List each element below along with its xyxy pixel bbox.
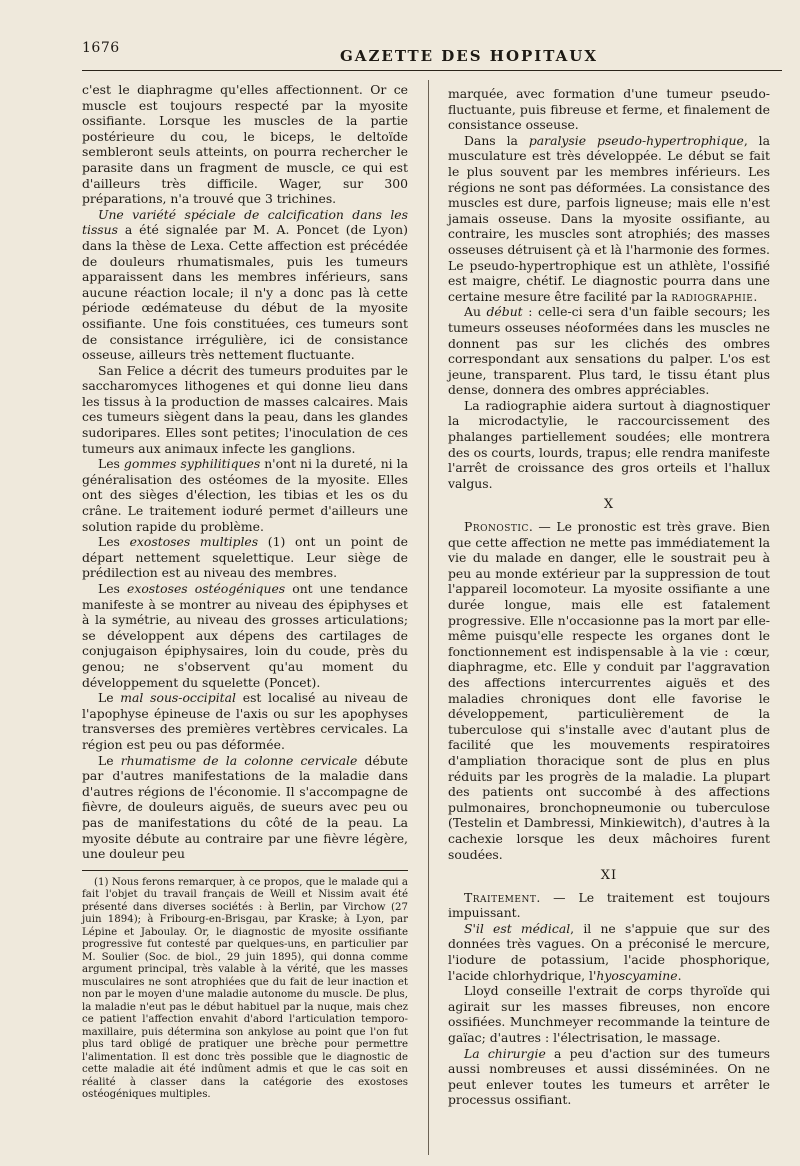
footnote-rule bbox=[82, 870, 408, 871]
paragraph bbox=[448, 890, 770, 921]
text: Dans la bbox=[464, 132, 529, 148]
text: , il ne s'appuie que sur des données très vagues. On a préconisé le mercure, l'iodure de potassium, l'acide phosphorique, l'acide chlorhydrique, l' bbox=[448, 920, 770, 983]
journal-title: GAZETTE DES HOPITAUX bbox=[340, 47, 599, 65]
page-number: 1676 bbox=[82, 40, 120, 56]
emphasis: Une variété spéciale de calcification dans les tissus bbox=[82, 206, 408, 238]
paragraph bbox=[448, 519, 770, 862]
text: débute par d'autres manifestations de la maladie dans d'autres régions de l'économie. Il s'accompagne de fièvre, de douleurs aiguës, de sueurs avec peu ou pas de manifestations du côté de la peau. La myosite débute au contraire par une fièvre légère, une douleur peu bbox=[82, 752, 409, 862]
section-number: XI bbox=[600, 868, 618, 884]
emphasis: début bbox=[486, 304, 523, 320]
paragraph bbox=[82, 456, 408, 534]
paragraph bbox=[82, 207, 408, 363]
paragraph bbox=[448, 921, 770, 983]
footnote: (1) Nous ferons remarquer, à ce propos, que le malade qui a fait l'objet du travail français de Weill et Nissim avait été présenté dans diverses sociétés : à Berlin, par Virchow (27 juin 1894); à Fribourg-en-Brisgau, par Kraske; à Lyon, par Lépine et Jaboulay. Or, le diagnostic de myosite ossifiante progressive fut contesté par quelques-uns, en particulier par M. Soulier (Soc. de biol., 29 juin 1895), qui donna comme argument principal, très valable à la vérité, que les masses musculaires ne sont atrophiées que du fait de leur inaction et non par le moyen d'une maladie autonome du muscle. De plus, la maladie n'eut pas le début habituel par la nuque, mais chez ce patient l'affection envahit d'abord l'articulation temporo-maxillaire, puis détermina son ankylose au point que l'on fut plus tard obligé de pratiquer une brèche pour permettre l'alimentation. Il est donc très possible que le diagnostic de cette maladie ait été indûment admis et que le cas soit en réalité à classer dans la catégorie des exostoses ostéogéniques multiples. bbox=[82, 876, 408, 1101]
paragraph: c'est le diaphragme qu'elles affectionnent. Or ce muscle est toujours respecté par la myosite ossifiante. Lorsque les muscles de la partie postérieure du cou, le biceps, le deltoïde sembleront seuls atteints, on pourra rechercher le parasite dans un fragment de muscle, ce qui est d'ailleurs très difficile. Wager, sur 300 préparations, n'a trouvé que 3 trichines. bbox=[82, 82, 408, 207]
paragraph bbox=[82, 581, 408, 690]
text: : celle-ci sera d'un faible secours; les tumeurs osseuses néoformées dans les muscles ne donnent pas sur les clichés des ombres correspondant aux sensations du palper. L'os est jeune, transparent. Plus tard, le tissu étant plus dense, donnera des ombres appréciables. bbox=[448, 304, 770, 398]
text: . bbox=[753, 288, 758, 304]
text: a été signalée par M. A. Poncet (de Lyon) dans la thèse de Lexa. Cette affection est précédée de douleurs rhumatismales, puis les tumeurs apparaissent dans les membres inférieurs, sans aucune réaction locale; il n'y a donc pas là cette période œdémateuse du début de la myosite ossifiante. Une fois constituées, ces tumeurs sont de consistance irrégulière, ici de consistance osseuse, ailleurs très nettement fluctuante. bbox=[82, 222, 408, 363]
paragraph: La radiographie aidera surtout à diagnostiquer la microdactylie, le raccourcissement des phalanges partiellement soudées; elle montrera des os courts, lourds, trapus; elle rendra manifeste l'arrêt de croissance des gros orteils et l'hallux valgus. bbox=[448, 397, 770, 491]
paragraph bbox=[448, 304, 770, 398]
text: . — Le traitement est toujours impuissant. bbox=[448, 889, 770, 921]
text: est localisé au niveau de l'apophyse épineuse de l'axis ou sur les apophyses transverses des premières vertèbres cervicales. La région est peu ou pas déformée. bbox=[82, 690, 408, 752]
paragraph bbox=[82, 534, 408, 581]
right-column bbox=[448, 86, 770, 1108]
emphasis: S'il est médical bbox=[464, 920, 571, 936]
emphasis: exostoses ostéogéniques bbox=[127, 581, 286, 596]
emphasis: gommes syphilitiques bbox=[123, 456, 261, 472]
text: Au bbox=[464, 304, 487, 320]
text: n'ont ni la dureté, ni la généralisation des ostéomes de la myosite. Elles ont des sièges d'élection, les tibias et les os du crâne. Le traitement ioduré permet d'ailleurs une solution rapide du problème. bbox=[82, 456, 408, 534]
text: Le bbox=[98, 690, 121, 706]
emphasis: paralysie pseudo-hypertrophique bbox=[528, 132, 744, 148]
header-rule bbox=[82, 70, 782, 71]
text: ont une tendance manifeste à se montrer au niveau des épiphyses et à la symétrie, au niveau des grosses articulations; se développent aux dépens des cartilages de conjugaison épiphysaires, loin du coude, près du genou; ne s'observent qu'au moment du développement du squelette (Poncet). bbox=[82, 581, 408, 690]
emphasis: mal sous-occipital bbox=[120, 690, 236, 706]
paragraph bbox=[448, 1046, 770, 1108]
small-caps: Traitement bbox=[464, 889, 537, 905]
left-column bbox=[82, 82, 408, 1102]
text: a peu d'action sur des tumeurs aussi nombreuses et aussi disséminées. On ne peut enlever toutes les tumeurs et arrêter le processus ossifiant. bbox=[448, 1045, 770, 1108]
emphasis: La chirurgie bbox=[464, 1045, 546, 1061]
paragraph bbox=[82, 753, 408, 862]
text: , la musculature est très développée. Le début se fait le plus souvent par les membres inférieurs. Les régions ne sont pas déformées. La consistance des muscles est dure, parfois ligneuse; mais elle n'est jamais osseuse. Dans la myosite ossifiante, au contraire, les muscles sont atrophiés; des masses osseuses détruisent çà et là l'harmonie des formes. Le pseudo-hypertrophique est un athlète, l'ossifié est maigre, chétif. Le diagnostic pourra dans une certaine mesure être facilité par la bbox=[448, 132, 771, 304]
text: Les bbox=[98, 456, 124, 472]
emphasis: rhumatisme de la colonne cervicale bbox=[120, 752, 358, 768]
text: Les bbox=[98, 581, 128, 596]
paragraph bbox=[82, 690, 408, 752]
text: (1) ont un point de départ nettement squelettique. Leur siège de prédilection est au niveau des membres. bbox=[82, 534, 408, 581]
small-caps: radiographie bbox=[671, 288, 754, 304]
text: . — Le pronostic est très grave. Bien que cette affection ne mette pas immédiatement la vie du malade en danger, elle le soustrait peu à peu au monde extérieur par la suppression de tout l'appareil locomoteur. La myosite ossifiante a une durée longue, mais elle est fatalement progressive. Elle n'occasionne pas la mort par elle-même puisqu'elle respecte les organes dont le fonctionnement est indispensable à la vie : cœur, diaphragme, etc. Elle y conduit par l'aggravation des affections intercurrentes aiguës et des maladies chroniques dont elle favorise le développement, particulièrement de la tuberculose qui s'installe avec d'autant plus de facilité que les mouvements respiratoires d'ampliation thoracique sont de plus en plus réduits par les progrès de la maladie. La plupart des patients ont succombé à des affections pulmonaires, bronchopneumonie ou tuberculose (Testelin et Dambressi, Minkiewitch), d'autres à la cachexie lorsque les deux mâchoires furent soudées. bbox=[448, 519, 770, 862]
paragraph bbox=[448, 133, 770, 305]
small-caps: Pronostic bbox=[464, 519, 529, 535]
section-number: X bbox=[603, 497, 615, 513]
column-divider bbox=[428, 80, 429, 1155]
paragraph: San Felice a décrit des tumeurs produites par le saccharomyces lithogenes et qui donne lieu dans les tissus à la production de masses calcaires. Mais ces tumeurs siègent dans la peau, dans les glandes sudoripares. Elles sont petites; l'inoculation de ces tumeurs aux animaux infecte les ganglions. bbox=[82, 362, 408, 456]
text: . bbox=[677, 967, 682, 983]
emphasis: exostoses multiples bbox=[129, 534, 259, 550]
text: Les bbox=[98, 534, 130, 550]
text: Le bbox=[98, 752, 121, 768]
emphasis: hyoscyamine bbox=[596, 967, 678, 983]
paragraph: marquée, avec formation d'une tumeur pseudo-fluctuante, puis fibreuse et ferme, et finalement de consistance osseuse. bbox=[448, 86, 770, 133]
paragraph: Lloyd conseille l'extrait de corps thyroïde qui agirait sur les masses fibreuses, non encore ossifiées. Munchmeyer recommande la teinture de gaïac; d'autres : l'électrisation, le massage. bbox=[448, 983, 770, 1046]
